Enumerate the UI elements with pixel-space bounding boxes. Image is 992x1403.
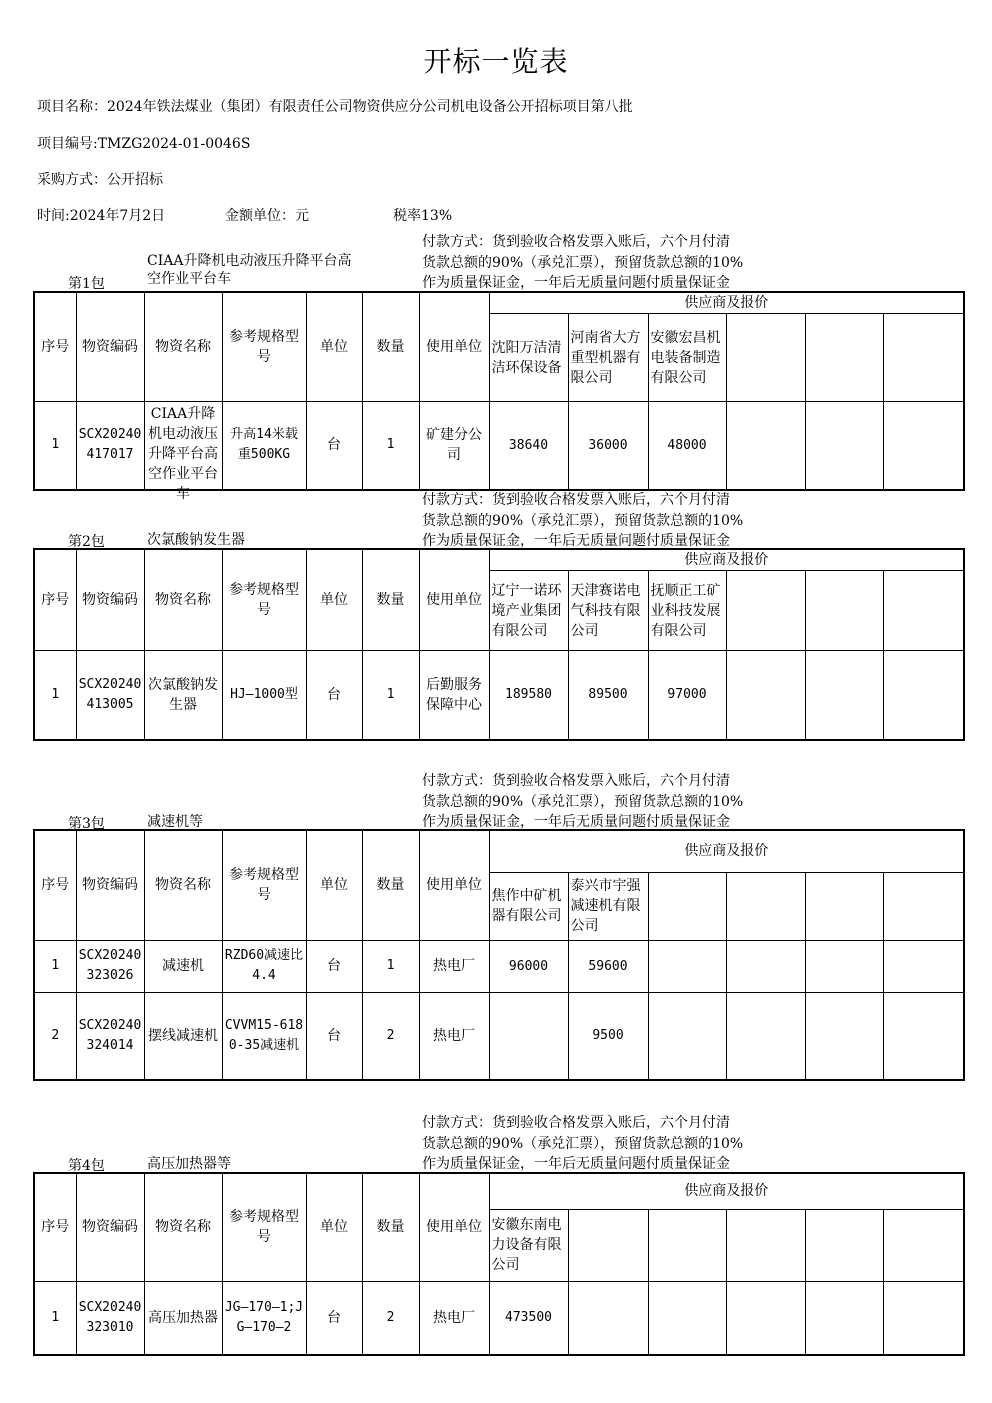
cell-spec-text: RZD60减速比4.4: [224, 948, 304, 983]
cell-user-unit: [419, 402, 489, 490]
cell-price-empty: [805, 651, 883, 740]
cell-price-empty: [883, 992, 964, 1080]
header-user-unit: 使用单位: [419, 830, 489, 940]
cell-spec: [222, 402, 306, 490]
supplier-name-text: 抚顺正工矿业科技发展有限公司: [650, 582, 721, 639]
date: 时间:2024年7月2日: [37, 208, 166, 224]
cell-material-name-text: 次氯酸钠发生器: [148, 676, 218, 713]
cell-spec: [222, 940, 306, 992]
supplier-name: [648, 571, 726, 651]
cell-unit: [306, 402, 362, 490]
cell-material-code: [76, 940, 144, 992]
table-row: [34, 940, 964, 992]
project-name: 项目名称：2024年铁法煤业（集团）有限责任公司物资供应分公司机电设备公开招标项目第八批: [37, 99, 633, 115]
header-seq: 序号: [34, 1173, 76, 1281]
bid-table: [33, 829, 965, 1081]
cell-spec-text: HJ—1000型: [230, 686, 298, 702]
cell-material-code: [76, 992, 144, 1080]
supplier-empty: [726, 1209, 805, 1281]
cell-material-code-text: SCX20240417017: [78, 427, 142, 463]
cell-seq: [34, 651, 76, 740]
header-unit: 单位: [306, 549, 362, 651]
package-label: 第1包: [68, 276, 105, 292]
cell-material-name-text: 减速机: [162, 958, 204, 974]
header-material-name: 物资名称: [144, 830, 222, 940]
cell-unit-text: 台: [327, 1027, 341, 1044]
cell-unit-text: 台: [327, 1309, 341, 1326]
cell-seq: [34, 992, 76, 1080]
cell-unit-text: 台: [327, 437, 341, 454]
cell-price: [489, 1281, 568, 1355]
supplier-name-text: 焦作中矿机器有限公司: [491, 888, 562, 924]
cell-price-empty: [726, 1281, 805, 1355]
currency-unit: 金额单位：元: [225, 208, 309, 224]
package-label: 第2包: [68, 534, 105, 550]
price-value: 38640: [508, 437, 549, 453]
price-value: 9500: [592, 1028, 624, 1044]
cell-user-unit-text: 热电厂: [433, 1027, 475, 1044]
cell-price-empty: [805, 940, 883, 992]
header-unit: 单位: [306, 1173, 362, 1281]
cell-seq-text: 1: [51, 686, 60, 702]
header-seq: 序号: [34, 549, 76, 651]
table-row: [34, 1281, 964, 1355]
supplier-empty: [726, 872, 805, 940]
cell-quantity: [362, 651, 419, 740]
supplier-empty: [568, 1209, 648, 1281]
supplier-empty: [726, 314, 805, 402]
cell-material-name-text: 高压加热器: [148, 1309, 218, 1326]
cell-seq-text: 1: [51, 958, 60, 973]
cell-price: [568, 940, 648, 992]
supplier-name: [568, 571, 648, 651]
bid-table: [33, 1172, 965, 1356]
supplier-empty: [883, 314, 964, 402]
supplier-empty: [883, 571, 964, 651]
cell-user-unit-text: 热电厂: [433, 1309, 475, 1326]
package-name: 次氯酸钠发生器: [147, 532, 245, 548]
cell-price-empty: [726, 992, 805, 1080]
project-number: 项目编号:TMZG2024-01-0046S: [37, 136, 251, 152]
header-unit: 单位: [306, 292, 362, 402]
tax-rate: 税率13%: [393, 208, 453, 224]
cell-price-empty: [726, 651, 805, 740]
supplier-name-text: 泰兴市宇强减速机有限公司: [570, 878, 641, 934]
cell-user-unit-text: 矿建分公司: [426, 427, 482, 464]
package-name: 减速机等: [147, 814, 203, 830]
cell-price-empty: [726, 402, 805, 490]
cell-material-code-text: SCX20240413005: [78, 676, 142, 712]
header-user-unit: 使用单位: [419, 1173, 489, 1281]
cell-price-empty: [726, 940, 805, 992]
cell-seq: [34, 940, 76, 992]
payment-terms: [422, 490, 792, 552]
header-material-code: 物资编码: [76, 1173, 144, 1281]
cell-price-empty: [883, 940, 964, 992]
table-row: [34, 651, 964, 740]
cell-price: [568, 402, 648, 490]
price-value: 89500: [588, 687, 628, 703]
cell-unit-text: 台: [327, 686, 341, 703]
payment-terms-line: 货款总额的90%（承兑汇票），预留货款总额的10%: [422, 1135, 744, 1152]
supplier-empty: [648, 872, 726, 940]
cell-quantity-text: 2: [386, 1027, 395, 1043]
page-title: 开标一览表: [423, 45, 569, 78]
header-user-unit: 使用单位: [419, 549, 489, 651]
header-quantity: 数量: [362, 830, 419, 940]
cell-material-code: [76, 402, 144, 490]
cell-price-empty: [648, 1281, 726, 1355]
cell-quantity-text: 1: [386, 958, 395, 973]
cell-material-code: [76, 1281, 144, 1355]
header-material-name: 物资名称: [144, 292, 222, 402]
header-material-name: 物资名称: [144, 549, 222, 651]
header-supplier-group: 供应商及报价: [489, 292, 964, 314]
cell-seq: [34, 402, 76, 490]
package-name: CIAA升降机电动液压升降平台高空作业平台车: [147, 253, 352, 287]
header-user-unit: 使用单位: [419, 292, 489, 402]
supplier-name: [568, 872, 648, 940]
cell-price-empty: [568, 1281, 648, 1355]
price-value: 97000: [667, 687, 707, 703]
cell-seq-text: 2: [51, 1027, 60, 1043]
cell-material-name: [144, 402, 222, 503]
cell-quantity: [362, 940, 419, 992]
price-value: 48000: [667, 437, 707, 453]
table-row: [34, 402, 964, 490]
payment-terms: [422, 771, 792, 833]
cell-material-name-text: 摆线减速机: [148, 1027, 218, 1044]
header-unit: 单位: [306, 830, 362, 940]
header-quantity: 数量: [362, 549, 419, 651]
payment-terms-line: 作为质量保证金，一年后无质量问题付质量保证金: [422, 1156, 730, 1172]
table-row: [34, 992, 964, 1080]
supplier-name-text: 沈阳万洁清洁环保设备: [491, 339, 562, 376]
cell-quantity-text: 2: [386, 1309, 395, 1325]
price-value: 473500: [505, 1310, 552, 1326]
cell-user-unit: [419, 651, 489, 740]
cell-material-name-text: CIAA升降机电动液压升降平台高空作业平台车: [148, 406, 218, 503]
cell-spec: [222, 1281, 306, 1355]
cell-material-name: [144, 940, 222, 992]
price-value: 189580: [505, 687, 552, 703]
cell-unit: [306, 992, 362, 1080]
cell-spec-text: 升高14米载重500KG: [230, 427, 298, 463]
header-seq: 序号: [34, 830, 76, 940]
header-supplier-group: 供应商及报价: [489, 830, 964, 872]
package-name: 高压加热器等: [147, 1156, 231, 1172]
cell-user-unit: [419, 992, 489, 1080]
cell-price-empty: [805, 402, 883, 490]
cell-seq-text: 1: [51, 437, 60, 453]
supplier-empty: [648, 1209, 726, 1281]
supplier-name: [489, 571, 568, 651]
cell-unit: [306, 651, 362, 740]
supplier-name: [489, 314, 568, 402]
cell-price: [489, 940, 568, 992]
cell-price-empty: [805, 1281, 883, 1355]
header-seq: 序号: [34, 292, 76, 402]
cell-material-name: [144, 992, 222, 1080]
payment-terms: [422, 232, 792, 294]
supplier-name: [489, 872, 568, 940]
header-material-code: 物资编码: [76, 830, 144, 940]
cell-price-empty: [648, 940, 726, 992]
supplier-name-text: 辽宁一诺环境产业集团有限公司: [491, 582, 562, 639]
cell-quantity: [362, 402, 419, 490]
cell-price: [489, 402, 568, 490]
payment-terms: [422, 1113, 792, 1175]
cell-material-name: [144, 651, 222, 740]
header-supplier-group: 供应商及报价: [489, 1173, 964, 1209]
header-material-code: 物资编码: [76, 292, 144, 402]
cell-material-name: [144, 1281, 222, 1355]
payment-terms-line: 货款总额的90%（承兑汇票），预留货款总额的10%: [422, 512, 744, 529]
cell-price: [648, 402, 726, 490]
cell-quantity: [362, 992, 419, 1080]
cell-price-empty: [883, 402, 964, 490]
cell-spec-text: JG—170—1;JG—170—2: [224, 1299, 304, 1335]
cell-quantity-text: 1: [386, 686, 395, 702]
payment-terms-line: 作为质量保证金，一年后无质量问题付质量保证金: [422, 533, 730, 549]
supplier-name-text: 安徽宏昌机电装备制造有限公司: [650, 329, 721, 386]
header-material-code: 物资编码: [76, 549, 144, 651]
supplier-name: [648, 314, 726, 402]
cell-quantity: [362, 1281, 419, 1355]
price-value: 36000: [588, 437, 628, 453]
supplier-name-text: 河南省大方重型机器有限公司: [570, 329, 641, 386]
header-spec: 参考规格型号: [222, 1173, 306, 1281]
package-label: 第4包: [68, 1158, 105, 1174]
payment-terms-line: 付款方式：货到验收合格发票入账后，六个月付清: [422, 773, 730, 789]
header-spec: 参考规格型号: [222, 549, 306, 651]
payment-terms-line: 货款总额的90%（承兑汇票），预留货款总额的10%: [422, 793, 744, 810]
header-supplier-group: 供应商及报价: [489, 549, 964, 571]
payment-terms-line: 付款方式：货到验收合格发票入账后，六个月付清: [422, 1115, 730, 1131]
cell-seq-text: 1: [51, 1309, 60, 1325]
cell-price-empty: [805, 992, 883, 1080]
package-label: 第3包: [68, 816, 105, 832]
cell-spec: [222, 651, 306, 740]
cell-user-unit-text: 后勤服务保障中心: [426, 676, 482, 713]
supplier-empty: [883, 872, 964, 940]
cell-unit: [306, 1281, 362, 1355]
cell-unit-text: 台: [327, 958, 341, 974]
supplier-empty: [805, 314, 883, 402]
cell-spec: [222, 992, 306, 1080]
payment-terms-line: 付款方式：货到验收合格发票入账后，六个月付清: [422, 234, 730, 250]
cell-material-code-text: SCX20240324014: [78, 1017, 142, 1053]
payment-terms-line: 作为质量保证金，一年后无质量问题付质量保证金: [422, 814, 730, 830]
cell-quantity-text: 1: [386, 437, 395, 453]
cell-material-code-text: SCX20240323026: [78, 948, 142, 983]
bid-table: [33, 548, 965, 741]
header-quantity: 数量: [362, 1173, 419, 1281]
header-material-name: 物资名称: [144, 1173, 222, 1281]
cell-user-unit-text: 热电厂: [433, 958, 475, 974]
supplier-name: [489, 1209, 568, 1281]
cell-price: [568, 651, 648, 740]
cell-price: [568, 992, 648, 1080]
supplier-empty: [805, 1209, 883, 1281]
price-value: 96000: [508, 958, 549, 974]
cell-material-code: [76, 651, 144, 740]
cell-price: [489, 651, 568, 740]
header-spec: 参考规格型号: [222, 292, 306, 402]
payment-terms-line: 作为质量保证金，一年后无质量问题付质量保证金: [422, 275, 730, 291]
cell-spec-text: CVVM15-6180-35减速机: [224, 1017, 304, 1053]
supplier-name: [568, 314, 648, 402]
header-quantity: 数量: [362, 292, 419, 402]
cell-unit: [306, 940, 362, 992]
procurement-method: 采购方式：公开招标: [37, 172, 163, 188]
cell-price-empty: [648, 992, 726, 1080]
cell-price-empty: [883, 1281, 964, 1355]
cell-seq: [34, 1281, 76, 1355]
supplier-empty: [726, 571, 805, 651]
cell-price-empty: [883, 651, 964, 740]
cell-price: [489, 992, 568, 1080]
header-spec: 参考规格型号: [222, 830, 306, 940]
supplier-name-text: 安徽东南电力设备有限公司: [491, 1217, 562, 1273]
price-value: 59600: [588, 958, 628, 974]
cell-user-unit: [419, 940, 489, 992]
payment-terms-line: 货款总额的90%（承兑汇票），预留货款总额的10%: [422, 254, 744, 271]
cell-price: [648, 651, 726, 740]
supplier-empty: [805, 872, 883, 940]
cell-user-unit: [419, 1281, 489, 1355]
supplier-name-text: 天津赛诺电气科技有限公司: [570, 582, 641, 639]
supplier-empty: [805, 571, 883, 651]
cell-material-code-text: SCX20240323010: [78, 1299, 142, 1335]
payment-terms-line: 付款方式：货到验收合格发票入账后，六个月付清: [422, 492, 730, 508]
supplier-empty: [883, 1209, 964, 1281]
